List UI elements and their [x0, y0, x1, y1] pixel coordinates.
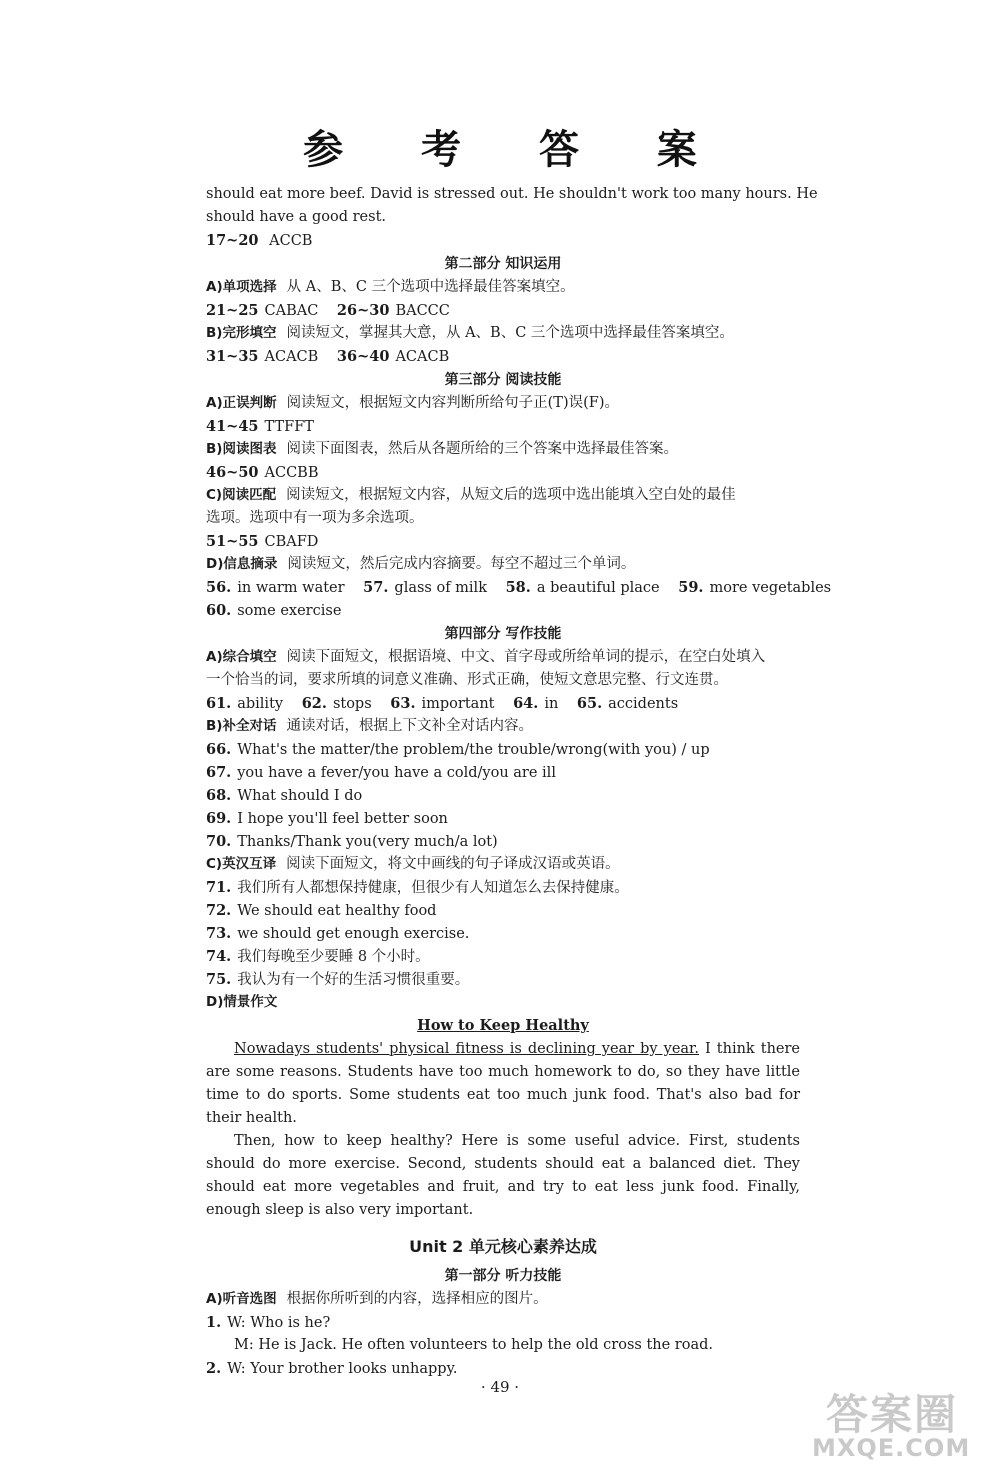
paragraph-text: I think there are some reasons. Students have too much homework to do, so they have little time to do sports. Some students eat too much junk food. That's also bad for their health. — [206, 1041, 801, 1126]
answer-value: ACACB — [395, 349, 450, 365]
answer-content — [206, 183, 832, 1380]
question-number: 62. — [301, 695, 327, 712]
question-range: 26~30 — [336, 302, 390, 319]
instruction-text: 阅读短文，然后完成内容摘要。每空不超过三个单词。 — [287, 556, 636, 572]
section-instruction — [206, 553, 800, 576]
section-instruction — [206, 392, 800, 415]
section-label: D)信息摘录 — [206, 556, 278, 572]
section-label: A)正误判断 — [206, 395, 277, 411]
instruction-text: 阅读下面短文，根据语境、中文、首字母或所给单词的提示，在空白处填入 — [286, 649, 766, 665]
answer-value: What's the matter/the problem/the trouble/wrong(with you) / up — [237, 742, 710, 758]
answer-row — [206, 945, 800, 968]
instruction-text: 阅读短文，掌握其大意，从 A、B、C 三个选项中选择最佳答案填空。 — [286, 325, 734, 341]
unit-heading: Unit 2 单元核心素养达成 — [409, 1237, 597, 1256]
section-heading-part4: 第四部分 写作技能 — [444, 626, 562, 642]
question-range: 31~35 — [206, 348, 259, 365]
answer-value: glass of milk — [394, 580, 487, 596]
question-number: 63. — [390, 695, 416, 712]
answer-value: stops — [332, 696, 372, 712]
section-label: A)单项选择 — [206, 279, 277, 295]
answer-value: you have a fever/you have a cold/you are ill — [237, 765, 556, 781]
paragraph-indent — [206, 1041, 234, 1057]
dialogue-text: W: Who is he? — [227, 1315, 331, 1331]
answer-value: CABAC — [264, 303, 319, 319]
section-heading-part1: 第一部分 听力技能 — [444, 1268, 562, 1284]
essay-title: How to Keep Healthy — [417, 1017, 589, 1034]
section-instruction — [206, 715, 800, 738]
question-number: 73. — [206, 925, 232, 942]
question-number: 71. — [206, 879, 232, 896]
answer-value: BACCC — [395, 303, 450, 319]
intro-line-2: should have a good rest. — [206, 209, 387, 225]
answer-value: accidents — [608, 696, 679, 712]
answer-row — [206, 599, 800, 622]
answer-row — [206, 692, 800, 715]
question-number: 74. — [206, 948, 232, 965]
answer-row — [206, 738, 800, 761]
answer-value: ability — [237, 696, 284, 712]
answer-row — [206, 968, 800, 991]
section-instruction — [206, 853, 800, 876]
section-instruction — [206, 484, 800, 507]
section-label: B)完形填空 — [206, 325, 277, 341]
answer-value: We should eat healthy food — [237, 903, 437, 919]
answer-value: a beautiful place — [536, 580, 660, 596]
section-instruction — [206, 276, 800, 299]
answer-value: 我们每晚至少要睡 8 个小时。 — [237, 949, 430, 965]
question-number: 75. — [206, 971, 232, 988]
question-range: 51~55 — [206, 533, 259, 550]
watermark-url: MXQE.COM — [812, 1434, 971, 1462]
instruction-text: 阅读短文，根据短文内容，从短文后的选项中选出能填入空白处的最佳 — [286, 487, 736, 503]
paragraph-text: Then, how to keep healthy? Here is some useful advice. First, students should do more exercise. Second, students should eat a balanced diet. They should eat more vegetables and fruit, and try to eat less junk food. Finally, enough sleep is also very important. — [206, 1133, 800, 1218]
question-number: 72. — [206, 902, 232, 919]
answer-row — [206, 761, 800, 784]
dialogue-line — [206, 1311, 800, 1334]
section-label: C)英汉互译 — [206, 856, 277, 872]
answer-row — [206, 830, 800, 853]
section-instruction — [206, 438, 800, 461]
answer-value: ACCB — [269, 233, 313, 249]
question-number: 56. — [206, 579, 232, 596]
question-number: 60. — [206, 602, 232, 619]
answer-row — [206, 461, 800, 484]
watermark — [808, 1382, 998, 1462]
answer-value: I hope you'll feel better soon — [237, 811, 448, 827]
intro-line-1: should eat more beef. David is stressed out. He shouldn't work too many hours. He — [206, 186, 818, 202]
answer-value: TTFFT — [264, 419, 314, 435]
question-number: 57. — [363, 579, 389, 596]
question-number: 65. — [576, 695, 603, 712]
answer-value: 我认为有一个好的生活习惯很重要。 — [237, 972, 470, 988]
answer-row — [206, 345, 800, 368]
answer-value: ACCBB — [264, 465, 319, 481]
question-range: 21~25 — [206, 302, 259, 319]
question-number: 67. — [206, 764, 232, 781]
dialogue-text: W: Your brother looks unhappy. — [227, 1361, 458, 1377]
answer-row — [206, 876, 800, 899]
question-number: 61. — [206, 695, 232, 712]
section-instruction — [206, 991, 800, 1014]
dialogue-line: M: He is Jack. He often volunteers to help the old cross the road. — [234, 1337, 713, 1353]
answer-row-17-20 — [206, 229, 800, 252]
instruction-continuation: 选项。选项中有一项为多余选项。 — [206, 510, 424, 526]
answer-value: ACACB — [264, 349, 319, 365]
answer-row — [206, 899, 800, 922]
section-label: A)综合填空 — [206, 649, 277, 665]
answer-value: 我们所有人都想保持健康，但很少有人知道怎么去保持健康。 — [237, 880, 629, 896]
question-number: 69. — [206, 810, 232, 827]
section-heading-part3: 第三部分 阅读技能 — [444, 372, 562, 388]
answer-value: Thanks/Thank you(very much/a lot) — [237, 834, 498, 850]
page-number: · 49 · — [480, 1378, 520, 1396]
paragraph-indent — [206, 1133, 234, 1149]
answer-row — [206, 530, 800, 553]
section-instruction — [206, 322, 800, 345]
question-number: 68. — [206, 787, 232, 804]
instruction-text: 阅读下面短文，将文中画线的句子译成汉语或英语。 — [286, 856, 620, 872]
section-instruction — [206, 1288, 800, 1311]
answer-row — [206, 576, 832, 599]
answer-value: CBAFD — [264, 534, 319, 550]
answer-value: more vegetables — [709, 580, 832, 596]
question-number: 64. — [513, 695, 539, 712]
section-label: D)情景作文 — [206, 994, 278, 1010]
answer-row — [206, 784, 800, 807]
watermark-logo: 答案圈 — [826, 1390, 959, 1439]
dialogue-line — [206, 1357, 800, 1380]
essay-paragraph-1 — [206, 1038, 800, 1130]
instruction-text: 通读对话，根据上下文补全对话内容。 — [286, 718, 533, 734]
answer-value: in warm water — [237, 580, 345, 596]
question-range: 17~20 — [206, 232, 259, 249]
answer-value: we should get enough exercise. — [237, 926, 470, 942]
instruction-continuation: 一个恰当的词，要求所填的词意义准确、形式正确，使短文意思完整、行文连贯。 — [206, 672, 728, 688]
section-instruction — [206, 646, 800, 669]
question-number: 58. — [505, 579, 531, 596]
page-title: 参 考 答 案 — [303, 126, 729, 173]
section-label: A)听音选图 — [206, 1291, 277, 1307]
answer-row — [206, 807, 800, 830]
answer-value: in — [544, 696, 559, 712]
underlined-sentence: Nowadays students' physical fitness is declining year by year. — [234, 1041, 700, 1057]
essay-paragraph-2 — [206, 1130, 800, 1222]
section-label: B)阅读图表 — [206, 441, 277, 457]
answer-row — [206, 415, 800, 438]
instruction-text: 阅读短文，根据短文内容判断所给句子正(T)误(F)。 — [286, 395, 619, 411]
answer-row — [206, 922, 800, 945]
question-range: 46~50 — [206, 464, 259, 481]
question-number: 70. — [206, 833, 232, 850]
question-number: 2. — [206, 1360, 222, 1377]
question-range: 36~40 — [336, 348, 390, 365]
answer-value: important — [421, 696, 495, 712]
instruction-text: 从 A、B、C 三个选项中选择最佳答案填空。 — [286, 279, 575, 295]
section-heading-part2: 第二部分 知识运用 — [444, 256, 562, 272]
answer-value: What should I do — [237, 788, 363, 804]
instruction-text: 阅读下面图表，然后从各题所给的三个答案中选择最佳答案。 — [286, 441, 678, 457]
answer-row — [206, 299, 800, 322]
section-label: C)阅读匹配 — [206, 487, 277, 503]
question-range: 41~45 — [206, 418, 259, 435]
question-number: 59. — [678, 579, 704, 596]
section-label: B)补全对话 — [206, 718, 277, 734]
instruction-text: 根据你所听到的内容，选择相应的图片。 — [286, 1291, 548, 1307]
question-number: 66. — [206, 741, 232, 758]
question-number: 1. — [206, 1314, 222, 1331]
answer-value: some exercise — [237, 603, 342, 619]
